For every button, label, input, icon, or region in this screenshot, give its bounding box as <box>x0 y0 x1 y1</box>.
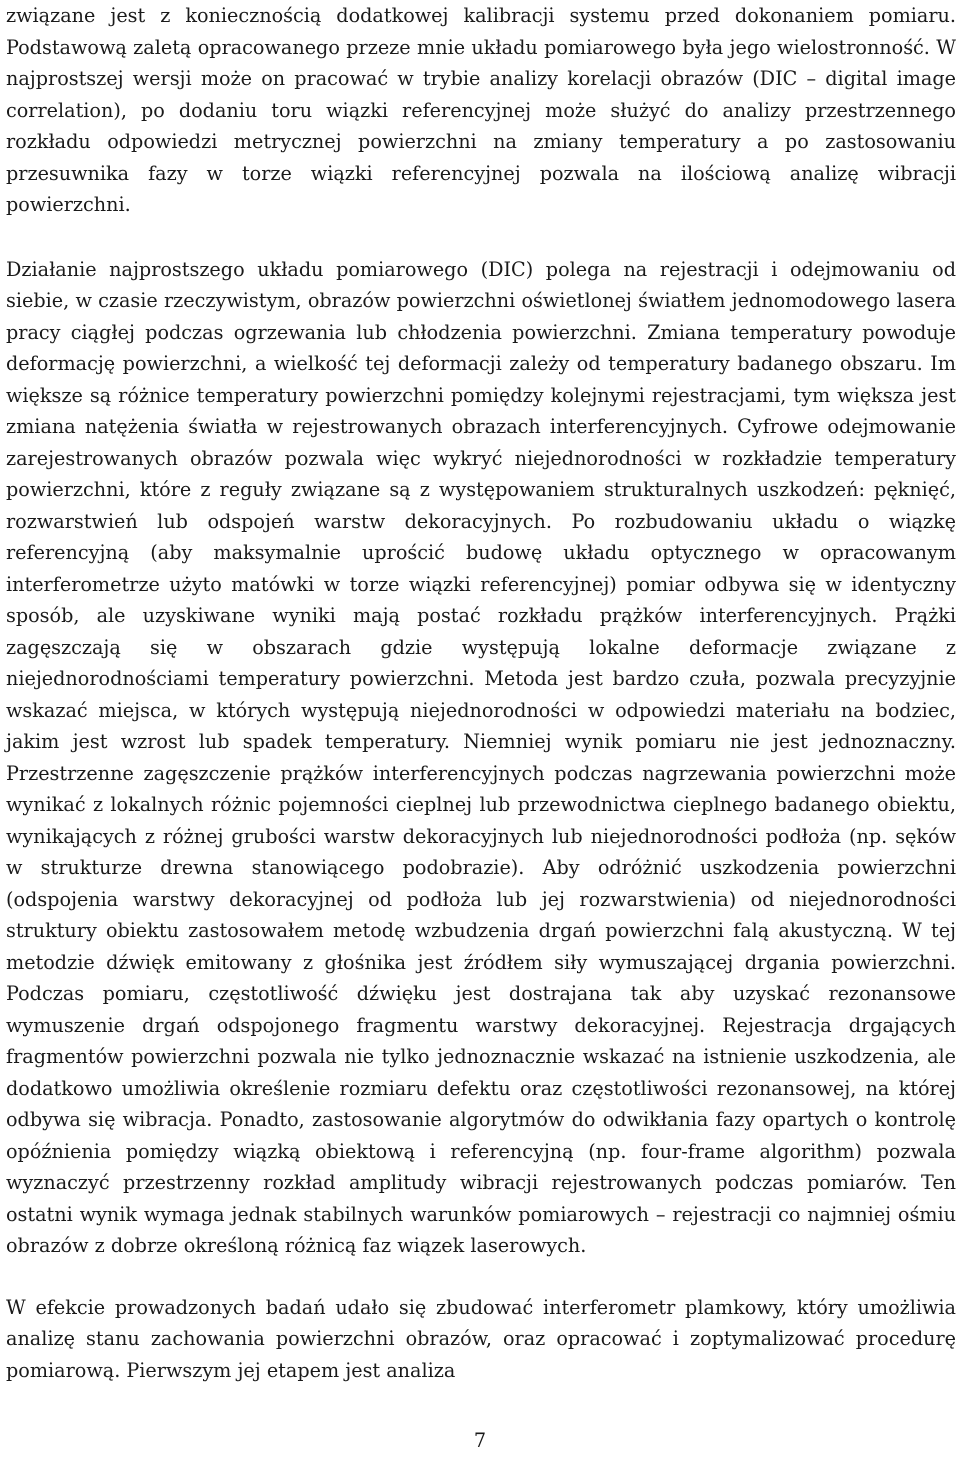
page-number: 7 <box>473 1429 487 1452</box>
paragraph-1: związane jest z koniecznością dodatkowej kalibracji systemu przed dokonaniem pomiaru. Podstawową zaletą opracowanego przeze mnie układu pomiarowego była jego wielostronność. W najprostszej wersji może on pracować w trybie analizy korelacji obrazów (DIC – digital image correlation), po dodaniu toru wiązki referencyjnej może służyć do analizy przestrzennego rozkładu odpowiedzi metrycznej powierzchni na zmiany temperatury a po zastosowaniu przesuwnika fazy w torze wiązki referencyjnej pozwala na ilościową analizę wibracji powierzchni. <box>6 4 956 216</box>
paragraph-spacer <box>6 1262 956 1292</box>
paragraph-2: Działanie najprostszego układu pomiarowego (DIC) polega na rejestracji i odejmowaniu od siebie, w czasie rzeczywistym, obrazów powierzchni oświetlonej światłem jednomodowego lasera pracy ciągłej podczas ogrzewania lub chłodzenia powierzchni. Zmiana temperatury powoduje deformację powierzchni, a wielkość tej deformacji zależy od temperatury badanego obszaru. Im większe są różnice temperatury powierzchni pomiędzy kolejnymi rejestracjami, tym większa jest zmiana natężenia światła w rejestrowanych obrazach interferencyjnych. Cyfrowe odejmowanie zarejestrowanych obrazów pozwala więc wykryć niejednorodności w rozkładzie temperatury powierzchni, które z reguły związane są z występowaniem strukturalnych uszkodzeń: pęknięć, rozwarstwień lub odspojeń warstw dekoracyjnych. Po rozbudowaniu układu o wiązkę referencyjną (aby maksymalnie uprościć budowę układu optycznego w opracowanym interferometrze użyto matówki w torze wiązki referencyjnej) pomiar odbywa się w identyczny sposób, ale uzyskiwane wyniki mają postać rozkładu prążków interferencyjnych. Prążki zagęszczają się w obszarach gdzie występują lokalne deformacje związane z niejednorodnościami temperatury powierzchni. Metoda jest bardzo czuła, pozwala precyzyjnie wskazać miejsca, w których występują niejednorodności w odpowiedzi materiału na bodziec, jakim jest wzrost lub spadek temperatury. Niemniej wynik pomiaru nie jest jednoznaczny. Przestrzenne zagęszczenie prążków interferencyjnych podczas nagrzewania powierzchni może wynikać z lokalnych różnic pojemności cieplnej lub przewodnictwa cieplnego badanego obiektu, wynikających z różnej grubości warstw dekoracyjnych lub niejednorodności podłoża (np. sęków w strukturze drewna stanowiącego podobrazie). Aby odróżnić uszkodzenia powierzchni (odspojenia warstwy dekoracyjnej od podłoża lub jej rozwarstwienia) od niejednorodności struktury obiektu zastosowałem metodę wzbudzenia drgań powierzchni falą akustyczną. W tej metodzie dźwięk emitowany z głośnika jest źródłem siły wymuszającej drgania powierzchni. Podczas pomiaru, częstotliwość dźwięku jest dostrajana tak aby uzyskać rezonansowe wymuszenie drgań odspojonego fragmentu warstwy dekoracyjnej. Rejestracja drgających fragmentów powierzchni pozwala nie tylko jednoznacznie wskazać na istnienie uszkodzenia, ale dodatkowo umożliwia określenie rozmiaru defektu oraz częstotliwości rezonansowej, na której odbywa się wibracja. Ponadto, zastosowanie algorytmów do odwikłania fazy opartych o kontrolę opóźnienia pomiędzy wiązką obiektową i referencyjną (np. four-frame algorithm) pozwala wyznaczyć przestrzenny rozkład amplitudy wibracji rejestrowanych podczas pomiarów. Ten ostatni wynik wymaga jednak stabilnych warunków pomiarowych – rejestracji co najmniej ośmiu obrazów z dobrze określoną różnicą faz wiązek laserowych. <box>6 257 956 1257</box>
paragraph-3: W efekcie prowadzonych badań udało się zbudować interferometr plamkowy, który umożliwia analizę stanu zachowania powierzchni obrazów, oraz opracować i zoptymalizować procedurę pomiarową. Pierwszym jej etapem jest analiza <box>6 1295 956 1382</box>
paragraph-spacer <box>6 221 956 254</box>
document-page <box>6 0 956 1386</box>
